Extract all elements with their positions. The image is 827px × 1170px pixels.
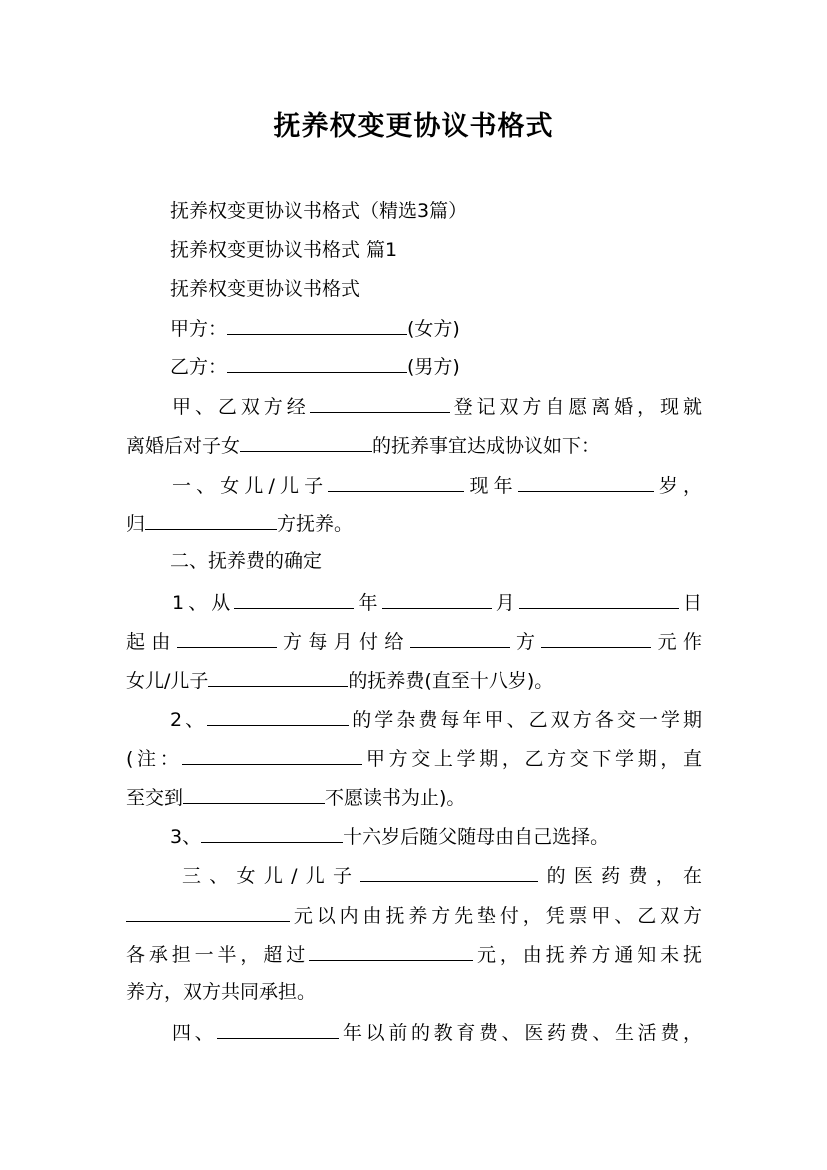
text: 的医药费，在 bbox=[538, 865, 702, 887]
text: 的学杂费每年甲、乙双方各交一学期 bbox=[349, 709, 702, 731]
text: 日 bbox=[678, 592, 702, 614]
fill-blank[interactable] bbox=[217, 1019, 339, 1039]
text: 元作 bbox=[651, 631, 702, 653]
doc-line bbox=[170, 277, 746, 301]
text: 乙方： bbox=[170, 356, 228, 378]
text: 方每月付给 bbox=[276, 631, 410, 653]
text: 年以前的教育费、医药费、生活费， bbox=[339, 1022, 702, 1044]
doc-line bbox=[126, 628, 702, 652]
fill-blank[interactable] bbox=[410, 628, 510, 648]
text: 各承担一半，超过 bbox=[126, 944, 310, 966]
fill-blank[interactable] bbox=[518, 472, 654, 492]
fill-blank[interactable] bbox=[240, 432, 372, 452]
fill-blank[interactable] bbox=[541, 628, 651, 648]
text: 方 bbox=[509, 631, 542, 653]
text: 甲方： bbox=[170, 318, 228, 340]
fill-blank[interactable] bbox=[519, 589, 679, 609]
doc-line bbox=[126, 862, 702, 886]
text: 养方，双方共同承担。 bbox=[126, 981, 317, 1003]
doc-line bbox=[126, 510, 702, 534]
doc-line bbox=[126, 472, 702, 496]
text: 1、从 bbox=[172, 592, 235, 614]
text: 起由 bbox=[126, 631, 177, 653]
text: (男方) bbox=[407, 356, 460, 378]
text: (女方) bbox=[407, 318, 460, 340]
fill-blank[interactable] bbox=[207, 706, 349, 726]
doc-line bbox=[126, 393, 702, 417]
doc-line bbox=[126, 432, 702, 456]
doc-line bbox=[126, 784, 702, 808]
fill-blank[interactable] bbox=[234, 589, 354, 609]
fill-blank[interactable] bbox=[310, 393, 450, 413]
fill-blank[interactable] bbox=[360, 862, 538, 882]
fill-blank[interactable] bbox=[126, 902, 290, 922]
fill-blank[interactable] bbox=[208, 667, 348, 687]
fill-blank[interactable] bbox=[309, 941, 473, 961]
party-b-line bbox=[170, 353, 746, 377]
party-a-line bbox=[170, 315, 746, 339]
doc-line bbox=[126, 667, 702, 691]
text: (注： bbox=[126, 748, 183, 770]
text: 现年 bbox=[464, 475, 518, 497]
fill-blank[interactable] bbox=[201, 823, 343, 843]
text: 女儿/儿子 bbox=[126, 670, 209, 692]
section-heading bbox=[170, 549, 746, 573]
text: 登记双方自愿离婚，现就 bbox=[449, 396, 702, 418]
text: 甲方交上学期，乙方交下学期，直 bbox=[362, 748, 702, 770]
text: 至交到 bbox=[126, 787, 184, 809]
text: 2、 bbox=[170, 709, 208, 731]
text: 元以内由抚养方先垫付，凭票甲、乙双方 bbox=[290, 905, 702, 927]
doc-line bbox=[126, 980, 702, 1004]
text: 十六岁后随父随母由自己选择。 bbox=[343, 826, 610, 848]
doc-line bbox=[126, 706, 702, 730]
fill-blank[interactable] bbox=[183, 784, 325, 804]
text: 3、 bbox=[170, 826, 202, 848]
text: 四、 bbox=[172, 1022, 218, 1044]
doc-line bbox=[126, 589, 702, 613]
fill-blank[interactable] bbox=[177, 628, 277, 648]
doc-line bbox=[170, 238, 746, 262]
text: 一、女儿/儿子 bbox=[172, 475, 329, 497]
doc-line bbox=[126, 745, 702, 769]
text: 不愿读书为止)。 bbox=[325, 787, 466, 809]
text: 年 bbox=[354, 592, 382, 614]
text: 的抚养事宜达成协议如下： bbox=[372, 435, 601, 457]
doc-line bbox=[126, 902, 702, 926]
text: 岁， bbox=[653, 475, 702, 497]
doc-line bbox=[170, 199, 746, 223]
text: 月 bbox=[491, 592, 519, 614]
fill-blank[interactable] bbox=[227, 315, 407, 335]
text: 抚养权变更协议书格式 篇1 bbox=[170, 239, 398, 261]
text: 三、女儿/儿子 bbox=[182, 865, 361, 887]
doc-line bbox=[126, 1019, 702, 1043]
fill-blank[interactable] bbox=[227, 353, 407, 373]
fill-blank[interactable] bbox=[328, 472, 464, 492]
text: 归 bbox=[126, 513, 146, 535]
text: 的抚养费(直至十八岁)。 bbox=[348, 670, 554, 692]
text: 离婚后对子女 bbox=[126, 435, 241, 457]
fill-blank[interactable] bbox=[145, 510, 277, 530]
doc-line bbox=[170, 823, 746, 847]
text: 抚养权变更协议书格式 bbox=[170, 278, 361, 300]
text: 方抚养。 bbox=[277, 513, 354, 535]
text: 甲、乙双方经 bbox=[172, 396, 310, 418]
document-title: 抚养权变更协议书格式 bbox=[273, 111, 554, 142]
text: 元，由抚养方通知未抚 bbox=[473, 944, 702, 966]
fill-blank[interactable] bbox=[182, 745, 362, 765]
text: 抚养权变更协议书格式（精选3篇） bbox=[170, 200, 468, 222]
text: 二、抚养费的确定 bbox=[170, 550, 323, 572]
doc-line bbox=[126, 941, 702, 965]
fill-blank[interactable] bbox=[382, 589, 492, 609]
